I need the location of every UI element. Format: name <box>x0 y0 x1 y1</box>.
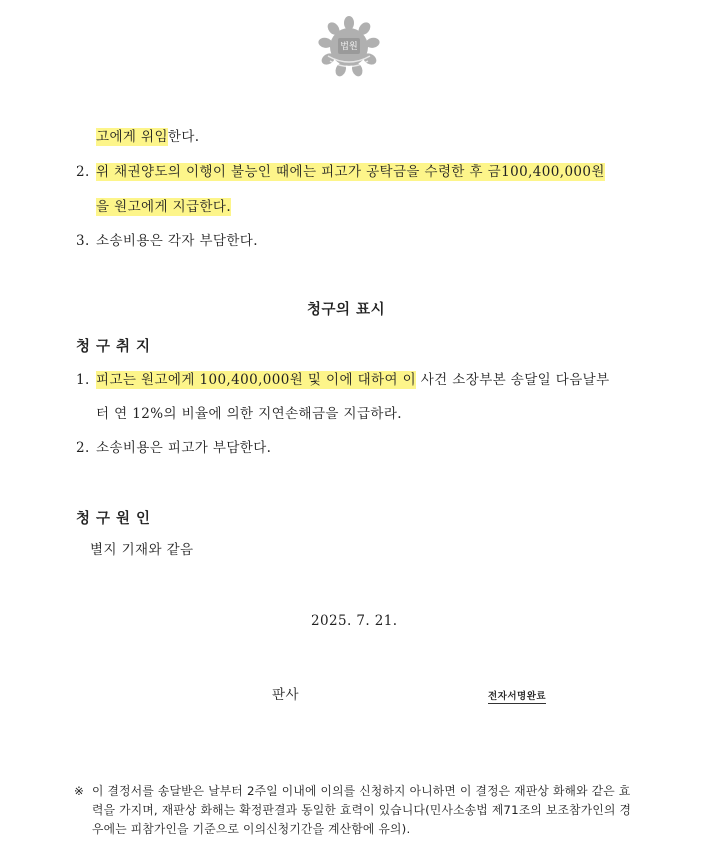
claim-item2-text: 소송비용은 피고가 부담한다. <box>96 440 272 456</box>
judge-label: 판사 <box>272 687 299 703</box>
claim-cause-heading: 청구원인 <box>76 511 157 527</box>
claim-item1-rest: 사건 소장부본 송달일 다음날부 <box>416 372 610 388</box>
notice-text: 이 결정서를 송달받은 날부터 2주일 이내에 이의를 신청하지 아니하면 이 결정은 재판상 화해와 같은 효력을 가지며, 재판상 화해는 확정판결과 동일한 효력이 있습니다(민사소송법 제71조의 보조참가인의 경우에는 피참가인을 기준으로 이의신청기간을 계산함에 유의). <box>92 784 632 836</box>
claim-cause-text: 별지 기재와 같음 <box>90 542 194 558</box>
court-seal-icon <box>316 14 382 80</box>
notice-mark: ※ <box>74 784 85 798</box>
ruling-item1-highlight: 고에게 위임 <box>96 129 168 145</box>
ruling-item1-continuation <box>96 128 199 146</box>
ruling-item3-number: 3. <box>76 233 90 249</box>
claim-item1-line2: 터 연 12%의 비율에 의한 지연손해금을 지급하라. <box>96 406 402 422</box>
ruling-item2-line2-text: 을 원고에게 지급한다. <box>96 199 232 215</box>
claim-section-title: 청구의 표시 <box>307 302 386 318</box>
ruling-item1-rest: 한다. <box>167 129 200 145</box>
claim-item1-line1 <box>96 371 610 389</box>
ruling-item2-line1 <box>96 163 605 181</box>
claim-item1-highlight: 피고는 원고에게 100,400,000원 및 이에 대하여 이 <box>96 372 417 388</box>
electronic-signature-stamp: 전자서명완료 <box>488 688 546 704</box>
claim-item1-number: 1. <box>76 372 90 388</box>
decision-date: 2025. 7. 21. <box>311 613 398 629</box>
claim-item2-number: 2. <box>76 440 90 456</box>
ruling-item3-text: 소송비용은 각자 부담한다. <box>96 233 258 249</box>
seal-text: 법원 <box>340 42 358 52</box>
ruling-item2-line2 <box>96 198 231 216</box>
ruling-item2-line1-text: 위 채권양도의 이행이 불능인 때에는 피고가 공탁금을 수령한 후 금100,400,000원 <box>96 164 605 180</box>
ruling-item2-number: 2. <box>76 164 90 180</box>
claim-purpose-heading: 청구취지 <box>76 339 157 355</box>
